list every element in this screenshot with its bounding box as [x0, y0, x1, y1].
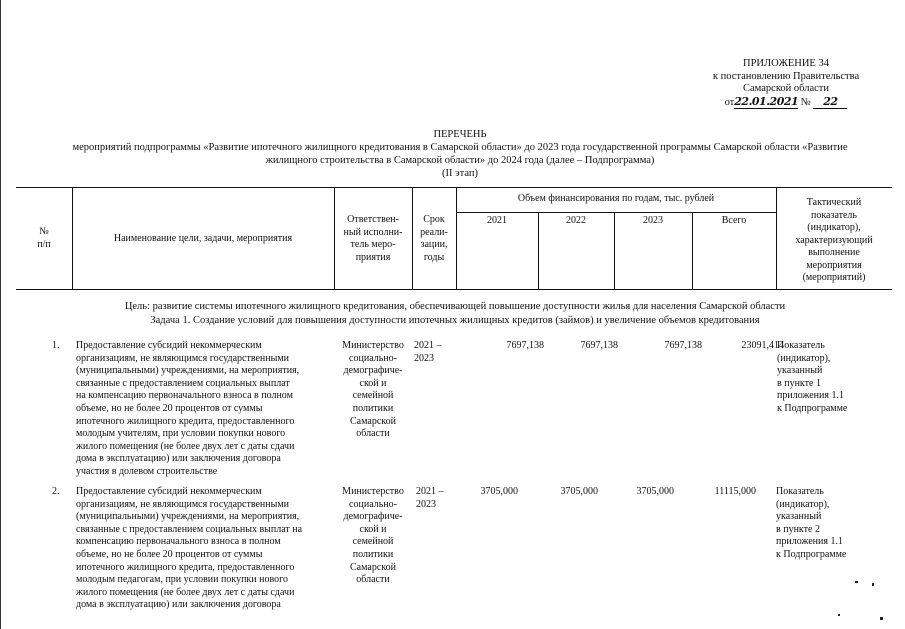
appendix-title: ПРИЛОЖЕНИЕ 34	[743, 58, 829, 69]
number-handwritten: 22	[813, 96, 847, 110]
row-value-2023: 3705,000	[636, 486, 674, 497]
task-text: Задача 1. Создание условий для повышения доступности ипотечных жилищных кредитов (займов) и увеличение объемов кредитования	[150, 315, 760, 326]
row-value-2021: 7697,138	[506, 340, 544, 351]
header-num: № п/п	[37, 226, 51, 250]
header-name: Наименование цели, задачи, мероприятия	[113, 233, 293, 244]
title-stage: (II этап)	[442, 168, 478, 179]
date-handwritten: 22.01.2021	[734, 94, 799, 108]
header-term: Срок реали- зации, годы	[420, 214, 448, 263]
appendix-line-3: Самарской области	[743, 83, 829, 94]
title-heading: ПЕРЕЧЕНЬ	[433, 129, 487, 140]
header-year-2023: 2023	[643, 215, 663, 226]
row-value-2022: 7697,138	[580, 340, 618, 351]
scan-speck	[880, 617, 883, 620]
scan-speck	[855, 581, 858, 583]
row-term: 2021 – 2023	[414, 340, 442, 364]
title-line-1: мероприятий подпрограммы «Развитие ипотечного жилищного кредитования в Самарской области» до 2023 года государственной программы Самарской области «Развитие	[72, 142, 848, 153]
title-line-2: жилищного строительства в Самарской области» до 2024 года (далее – Подпрограмма)	[265, 155, 655, 166]
row-value-2023: 7697,138	[664, 340, 702, 351]
row-number: 2.	[52, 486, 60, 497]
number-label: №	[800, 96, 811, 108]
appendix-block	[686, 58, 886, 109]
header-executor: Ответствен- ный исполни- тель меро- приятия	[343, 214, 403, 263]
scan-speck	[872, 583, 874, 586]
row-value-total: 23091,414	[741, 340, 784, 351]
row-number: 1.	[52, 340, 60, 351]
row-value-2022: 3705,000	[560, 486, 598, 497]
page-edge	[0, 0, 1, 629]
goal-text: Цель: развитие системы ипотечного жилищного кредитования, обеспечивающей повышение доступности жилья для населения Самарской области	[124, 301, 786, 312]
table-header	[16, 187, 892, 290]
row-value-2021: 3705,000	[480, 486, 518, 497]
row-value-total: 11115,000	[714, 486, 756, 497]
header-total: Всего	[721, 215, 747, 226]
document-title	[30, 128, 890, 180]
row-description: Предоставление субсидий некоммерческим организациям, не являющимся государственными (муниципальными) учреждениями, на мероприятия, связанные с предоставлением социальных выплат на компенсацию первоначального взноса в полном объеме, но не более 20 процентов от суммы ипотечного жилищного кредита, предоставленного молодым учителям, при условии покупки нового жилого помещения (не более двух лет с даты сдачи дома в эксплуатацию) или заключения договора участия в долевом строительстве	[76, 340, 300, 477]
header-year-2022: 2022	[566, 215, 586, 226]
scan-speck	[838, 614, 840, 616]
header-indicator: Тактический показатель (индикатор), характеризующий выполнение мероприятия (мероприятий)	[795, 197, 873, 283]
row-executor: Министерство социально- демографиче- ской и семейной политики Самарской области	[342, 486, 404, 586]
header-funding: Объем финансирования по годам, тыс. рублей	[517, 193, 715, 204]
appendix-date-line	[686, 96, 886, 110]
appendix-line-2: к постановлению Правительства	[712, 70, 860, 82]
goal-block	[20, 300, 890, 328]
header-year-2021: 2021	[487, 215, 507, 226]
row-description: Предоставление субсидий некоммерческим организациям, не являющимся государственными (муниципальными) учреждениями, на мероприятия, связанные с предоставлением социальных выплат на компенсацию первоначального взноса в полном объеме, но не более 20 процентов от суммы ипотечного жилищного кредита, предоставленного молодым педагогам, при условии покупки нового жилого помещения (не более двух лет с даты сдачи дома в эксплуатацию) или заключения договора	[76, 486, 303, 611]
row-indicator: Показатель (индикатор), указанный в пункте 2 приложения 1.1 к Подпрограмме	[776, 486, 847, 560]
row-term: 2021 – 2023	[416, 486, 444, 510]
row-executor: Министерство социально- демографиче- ской и семейной политики Самарской области	[342, 340, 404, 440]
row-indicator: Показатель (индикатор), указанный в пункте 1 приложения 1.1 к Подпрограмме	[777, 340, 848, 414]
date-prefix: от	[724, 96, 735, 108]
